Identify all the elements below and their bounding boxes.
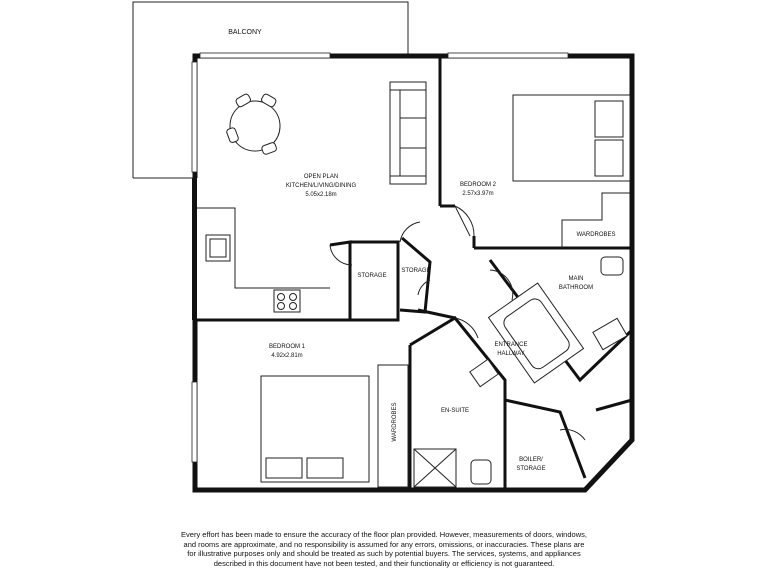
sofa [390,82,426,184]
main-bathroom-label-2: BATHROOM [558,285,594,291]
ensuite-fixtures [414,359,498,487]
en-suite-label: EN-SUITE [440,408,470,414]
bedroom1-label: BEDROOM 1 [268,344,306,350]
bed-bedroom1 [261,376,369,482]
balcony-label: BALCONY [228,29,262,36]
storage1-label: STORAGE [357,273,387,279]
wardrobes-bedroom2 [562,193,630,248]
kitchen-counter [197,208,330,312]
entrance-hallway-label-2: HALLWAY [497,351,525,357]
bathroom-fixtures [488,257,627,383]
open-plan-label-2: KITCHEN/LIVING/DINING [285,183,357,189]
storage2-label: STORAGE [401,268,431,274]
bedroom2-label: BEDROOM 2 [459,182,497,188]
entrance-hallway-label: ENTRANCE [494,342,528,348]
wardrobes-bedroom1-label: WARDROBES [392,402,398,442]
bedroom2-dims: 2.57x3.97m [462,191,494,197]
boiler-label-2: STORAGE [516,466,546,472]
boiler-label: BOILER/ [519,457,543,463]
bedroom1-dims: 4.92x2.81m [271,353,303,359]
open-plan-dims: 5.05x2.18m [305,192,337,198]
wardrobes-bedroom2-label: WARDROBES [576,232,616,238]
bed-bedroom2 [513,95,630,181]
disclaimer-text: Every effort has been made to ensure the accuracy of the floor plan provided. However, measurements of doors, windows, and rooms are approximate, and no responsibility is assumed for any errors, omissions, or inaccuracies. These plans are for illustrative purposes only and should be treated as such by potential buyers. The services, systems, and appliances described in this document have not been tested, and their functionality or efficiency is not guaranteed. [181,530,587,568]
open-plan-label: OPEN PLAN [303,174,339,180]
main-bathroom-label: MAIN [568,276,584,282]
dining-table [226,93,280,155]
